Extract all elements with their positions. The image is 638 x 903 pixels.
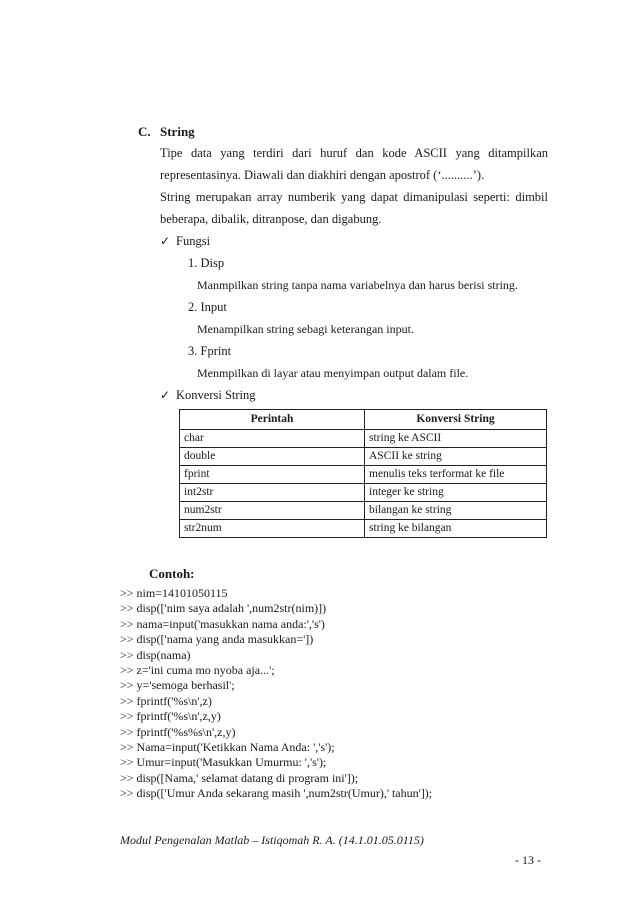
- section-title: String: [160, 124, 195, 139]
- check-icon: ✓: [160, 234, 171, 248]
- table-cell: num2str: [180, 502, 365, 520]
- check-icon: ✓: [160, 388, 171, 402]
- paragraph-line: Tipe data yang terdiri dari huruf dan kode ASCII yang ditampilkan: [160, 146, 548, 160]
- code-line: >> disp(['nama yang anda masukkan=']): [120, 632, 314, 647]
- column-header: Konversi String: [365, 410, 547, 430]
- table-cell: double: [180, 448, 365, 466]
- fungsi-item-title: 2. Input: [188, 300, 227, 314]
- fungsi-item-title: 3. Fprint: [188, 344, 232, 358]
- code-line: >> disp(['nim saya adalah ',num2str(nim)]): [120, 601, 327, 616]
- fungsi-item-desc: Manmpilkan string tanpa nama variabelnya dan harus berisi string.: [197, 278, 518, 292]
- contoh-heading: Contoh:: [149, 566, 195, 581]
- fungsi-bullet: [160, 234, 210, 249]
- page-number: - 13 -: [515, 853, 541, 867]
- fungsi-item-desc: Menmpilkan di layar atau menyimpan output dalam file.: [197, 366, 469, 380]
- konversi-label: Konversi String: [176, 388, 256, 402]
- table-row: [180, 484, 547, 502]
- paragraph-line: String merupakan array numberik yang dapat dimanipulasi seperti: dimbil: [160, 190, 548, 204]
- table-cell: bilangan ke string: [365, 502, 547, 520]
- table-cell: string ke bilangan: [365, 520, 547, 538]
- table-cell: fprint: [180, 466, 365, 484]
- code-line: >> fprintf('%s\n',z,y): [120, 709, 221, 724]
- table-header-row: [180, 410, 547, 430]
- table-cell: menulis teks terformat ke file: [365, 466, 547, 484]
- code-line: >> fprintf('%s\n',z): [120, 693, 212, 708]
- column-header: Perintah: [180, 410, 365, 430]
- table-row: [180, 466, 547, 484]
- code-line: >> disp(['Umur Anda sekarang masih ',num2str(Umur),' tahun']);: [120, 786, 433, 801]
- konversi-bullet: [160, 388, 256, 403]
- code-line: >> Umur=input('Masukkan Umurmu: ','s');: [120, 755, 327, 770]
- code-line: >> y='semoga berhasil';: [120, 678, 235, 693]
- table-cell: char: [180, 430, 365, 448]
- code-line: >> z='ini cuma mo nyoba aja...';: [120, 663, 275, 678]
- section-heading: [138, 124, 195, 140]
- page-footer: Modul Pengenalan Matlab – Istiqomah R. A. (14.1.01.05.0115): [120, 833, 424, 847]
- table-row: [180, 520, 547, 538]
- table-row: [180, 502, 547, 520]
- section-letter: C.: [138, 124, 151, 139]
- fungsi-item-title: 1. Disp: [188, 256, 225, 270]
- code-line: >> disp([Nama,' selamat datang di program ini']);: [120, 770, 359, 785]
- paragraph-line: beberapa, dibalik, ditranpose, dan digabung.: [160, 212, 382, 226]
- paragraph-line: representasinya. Diawali dan diakhiri dengan apostrof (‘..........’).: [160, 168, 485, 182]
- code-line: >> Nama=input('Ketikkan Nama Anda: ','s');: [120, 740, 335, 755]
- code-line: >> disp(nama): [120, 647, 191, 662]
- table-row: [180, 430, 547, 448]
- table-cell: int2str: [180, 484, 365, 502]
- table-cell: integer ke string: [365, 484, 547, 502]
- code-line: >> nama=input('masukkan nama anda:','s'): [120, 616, 325, 631]
- fungsi-label: Fungsi: [176, 234, 211, 248]
- conversion-table: [179, 409, 547, 538]
- code-example: [120, 586, 432, 802]
- code-line: >> nim=14101050115: [120, 586, 228, 600]
- table-cell: str2num: [180, 520, 365, 538]
- table-cell: string ke ASCII: [365, 430, 547, 448]
- table-cell: ASCII ke string: [365, 448, 547, 466]
- code-line: >> fprintf('%s%s\n',z,y): [120, 724, 236, 739]
- fungsi-item-desc: Menampilkan string sebagi keterangan input.: [197, 322, 414, 336]
- table-row: [180, 448, 547, 466]
